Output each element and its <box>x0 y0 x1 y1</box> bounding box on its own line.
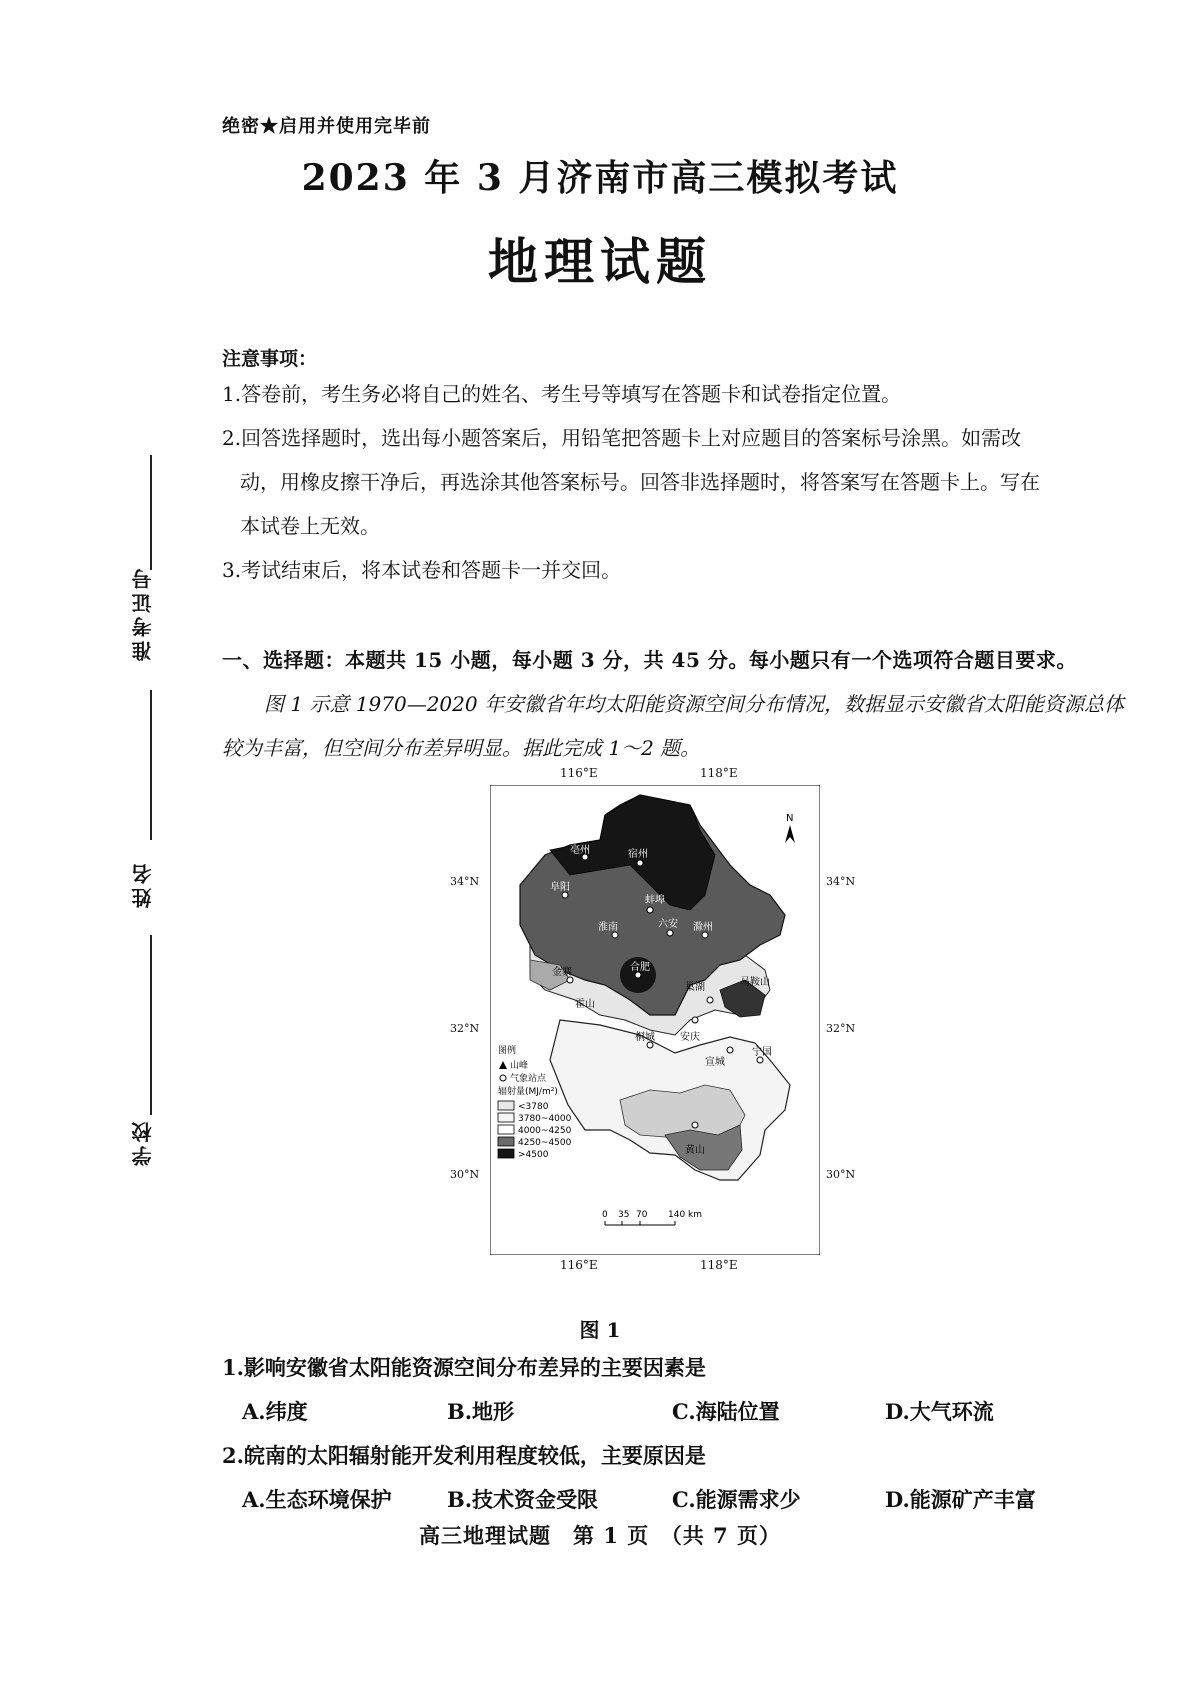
legend-swatch <box>498 1101 514 1110</box>
place-label: 马鞍山 <box>740 977 770 988</box>
notice-heading: 注意事项： <box>222 348 318 370</box>
lat-label-left: 32°N <box>450 1022 480 1035</box>
place-label: 桐城 <box>635 1032 655 1043</box>
question-1-option-d[interactable]: D.大气环流 <box>885 1399 994 1424</box>
lon-label-bottom: 118°E <box>700 1258 738 1272</box>
question-2-option-c[interactable]: C.能源需求少 <box>672 1487 801 1512</box>
legend-label: <3780 <box>518 1102 549 1112</box>
lon-label-top: 116°E <box>560 766 598 780</box>
legend-swatch <box>498 1137 514 1146</box>
question-1-option-b[interactable]: B.地形 <box>447 1399 515 1424</box>
legend-label: 4250~4500 <box>518 1138 572 1148</box>
place-label: 六安 <box>658 919 678 930</box>
svg-text:图例: 图例 <box>498 1046 517 1056</box>
svg-text:辐射量(MJ/m²): 辐射量(MJ/m²) <box>498 1087 558 1097</box>
legend-swatch <box>498 1149 514 1158</box>
figure-caption: 图 1 <box>579 1318 621 1342</box>
place-label: 黄山 <box>685 1145 705 1156</box>
place-label: 金寨 <box>552 967 572 978</box>
legend-swatch <box>498 1113 514 1122</box>
place-label: 阜阳 <box>550 882 570 893</box>
place-label: 合肥 <box>630 962 650 973</box>
solar-resource-map <box>490 785 820 1259</box>
notice-item: 动，用橡皮擦干净后，再选涂其他答案标号。回答非选择题时，将答案写在答题卡上。写在 <box>240 470 1040 494</box>
exam-title: 2023 年 3 月济南市高三模拟考试 <box>301 157 899 199</box>
svg-text:0: 0 <box>602 1210 608 1220</box>
svg-text:N: N <box>786 813 794 824</box>
lon-label-top: 118°E <box>700 766 738 780</box>
place-label: 蚌埠 <box>645 895 665 906</box>
lat-label-right: 34°N <box>826 875 856 888</box>
place-label: 宁国 <box>752 1047 772 1058</box>
question-1-option-c[interactable]: C.海陆位置 <box>672 1399 780 1424</box>
place-label: 亳州 <box>570 845 590 856</box>
notice-item: 本试卷上无效。 <box>240 514 380 538</box>
svg-text:山峰: 山峰 <box>510 1061 529 1071</box>
question-2-stem: 2.皖南的太阳辐射能开发利用程度较低，主要原因是 <box>222 1443 706 1468</box>
place-label: 宿州 <box>628 849 648 860</box>
page-footer: 高三地理试题 第 1 页 （共 7 页） <box>419 1523 781 1548</box>
svg-text:70: 70 <box>636 1210 648 1220</box>
section-heading: 一、选择题：本题共 15 小题，每小题 3 分，共 45 分。每小题只有一个选项符合题目要求。 <box>222 648 1077 672</box>
map-svg <box>490 785 820 1255</box>
notice-list <box>222 372 1122 592</box>
notice-item: 1.答卷前，考生务必将自己的姓名、考生号等填写在答题卡和试卷指定位置。 <box>222 382 902 406</box>
place-label: 安庆 <box>680 1032 700 1043</box>
legend-label: 3780~4000 <box>518 1114 572 1124</box>
question-2-option-a[interactable]: A.生态环境保护 <box>242 1487 392 1512</box>
svg-text:35: 35 <box>618 1210 630 1220</box>
place-label: 淮南 <box>598 922 618 933</box>
lat-label-right: 32°N <box>826 1022 856 1035</box>
lat-label-right: 30°N <box>826 1168 856 1181</box>
lat-label-left: 34°N <box>450 875 480 888</box>
name-label: 姓名 <box>131 860 155 908</box>
exam-number-label: 准考证号 <box>131 565 155 661</box>
place-label: 滁州 <box>693 922 713 933</box>
place-label: 巢湖 <box>685 982 705 993</box>
legend-label: 4000~4250 <box>518 1126 572 1136</box>
name-line <box>150 690 152 840</box>
notice-item: 2.回答选择题时，选出每小题答案后，用铅笔把答题卡上对应题目的答案标号涂黑。如需改 <box>222 426 1022 450</box>
place-label: 宣城 <box>705 1057 725 1068</box>
place-label: 霍山 <box>575 999 595 1010</box>
confidential-mark: 绝密★启用并使用完毕前 <box>222 116 431 137</box>
svg-text:140 km: 140 km <box>668 1210 703 1220</box>
question-2-option-b[interactable]: B.技术资金受限 <box>447 1487 599 1512</box>
subject-title: 地理试题 <box>488 232 712 291</box>
lon-label-bottom: 116°E <box>560 1258 598 1272</box>
legend-swatch <box>498 1125 514 1134</box>
svg-text:气象站点: 气象站点 <box>510 1074 547 1084</box>
legend-label: >4500 <box>518 1150 549 1160</box>
exam-number-line <box>150 455 152 570</box>
school-label: 学校 <box>131 1118 155 1166</box>
question-1-stem: 1.影响安徽省太阳能资源空间分布差异的主要因素是 <box>222 1355 706 1380</box>
notice-item: 3.考试结束后，将本试卷和答题卡一并交回。 <box>222 558 622 582</box>
question-1-option-a[interactable]: A.纬度 <box>242 1399 308 1424</box>
question-2-option-d[interactable]: D.能源矿产丰富 <box>885 1487 1036 1512</box>
section-intro: 图 1 示意 1970—2020 年安徽省年均太阳能资源空间分布情况，数据显示安徽省太阳能资源总体较为丰富，但空间分布差异明显。据此完成 1～2 题。 <box>222 692 1124 760</box>
lat-label-left: 30°N <box>450 1168 480 1181</box>
school-line <box>150 935 152 1115</box>
